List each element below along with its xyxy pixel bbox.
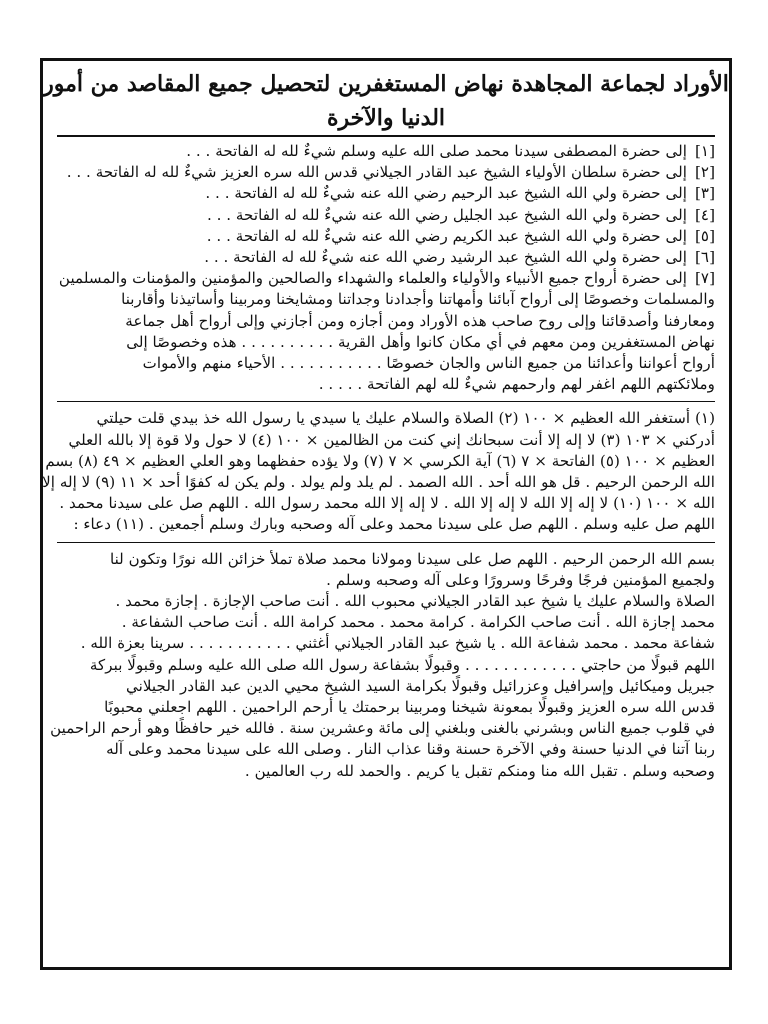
dua-line: ربنا آتنا في الدنيا حسنة وفي الآخرة حسنة وقنا عذاب النار . وصلى الله على سيدنا محمد وعلى آله (106, 740, 715, 759)
fatiha-continuation-line: ومعارفنا وأصدقائنا وإلى روح صاحب هذه الأوراد ومن أجازه ومن أجازني وإلى أرواح أهل جماعة (125, 311, 715, 330)
fatiha-continuation-line: نهاض المستغفرين ومن معهم في أي مكان كانوا وأهل القرية . . . . . . . . . . هذه وخصوصًا إلى (126, 332, 715, 351)
dhikr-line: العظيم × ١٠٠ (٥) الفاتحة × ٧ (٦) آية الكرسي × ٧ (٧) ولا يؤده حفظهما وهو العلي العظيم × ٤٩ (٨) بسم (45, 451, 715, 470)
dhikr-line: أدركني × ١٠٣ (٣) لا إله إلا أنت سبحانك إني كنت من الظالمين × ١٠٠ (٤) لا حول ولا قوة إلا بالله العلي (68, 430, 715, 449)
fatiha-item (57, 247, 715, 268)
dua-line: في قلوب جميع الناس وبشرني بالغنى وبلغني إلى مائة وعشرين سنة . فالله خير حافظًا وهو أرحم الراحمين (50, 719, 715, 738)
fatiha-item (57, 141, 715, 162)
fatiha-item (57, 205, 715, 226)
item-text: إلى حضرة المصطفى سيدنا محمد صلى الله عليه وسلم شيءٌ لله له الفاتحة . . . (186, 142, 687, 160)
item-text: إلى حضرة سلطان الأولياء الشيخ عبد القادر الجيلاني قدس الله سره العزيز شيءٌ لله له الفاتحة . . . (66, 163, 687, 182)
dua-list (50, 549, 715, 782)
fatiha-continuation-line: والمسلمات وخصوصًا إلى أرواح آبائنا وأمهاتنا وأجدادنا وجداتنا ومشايخنا ومربينا وأساتيذنا وأقاربنا (121, 290, 715, 309)
dua-line: جبريل وميكائيل وإسرافيل وعزرائيل وقبولًا بكرامة السيد الشيخ محيي الدين عبد القادر الجيلاني (125, 676, 715, 695)
item-text: إلى حضرة ولي الله الشيخ عبد الرشيد رضي الله عنه شيءٌ لله له الفاتحة . . . (204, 248, 687, 267)
item-number: [٧] (694, 269, 715, 288)
dua-line: اللهم قبولًا من حاجتي . . . . . . . . . . . . وقبولًا بشفاعة رسول الله صلى الله عليه وسلم وقبولًا ببركة (89, 655, 715, 674)
item-number: [٥] (694, 226, 715, 245)
dhikr-list (42, 408, 715, 535)
dua-line: محمد إجازة الله . أنت صاحب الكرامة . كرامة محمد . محمد كرامة الله . أنت صاحب الشفاعة . (121, 613, 715, 632)
item-number: [٤] (694, 205, 715, 224)
section-divider (57, 542, 715, 543)
dhikr-line: (١) أستغفر الله العظيم × ١٠٠ (٢) الصلاة والسلام عليك يا سيدي يا رسول الله خذ بيدي قلت حيلتي (96, 409, 715, 428)
section-divider (57, 401, 715, 402)
dhikr-line: اللهم صل عليه وسلم . اللهم صل على سيدنا محمد وعلى آله وصحبه وبارك وسلم أجمعين . (١١) دعاء : (73, 515, 715, 534)
fatiha-section (43, 137, 729, 402)
dhikr-line: الله الرحمن الرحيم . قل هو الله أحد . الله الصمد . لم يلد ولم يولد . ولم يكن له كفوًا أحد × ١١ (٩) لا إله إلا (42, 473, 715, 492)
dua-line: وصحبه وسلم . تقبل الله منا ومنكم تقبل يا كريم . والحمد لله رب العالمين . (244, 761, 715, 780)
item-number: [٢] (694, 163, 715, 182)
dua-line: الصلاة والسلام عليك يا شيخ عبد القادر الجيلاني محبوب الله . أنت صاحب الإجازة . إجازة محمد . (115, 592, 715, 611)
dua-section (43, 545, 729, 782)
item-number: [١] (694, 142, 715, 160)
fatiha-item (57, 268, 715, 289)
fatiha-list (57, 141, 715, 289)
dua-line: قدس الله سره العزيز وقبولًا بمعونة شيخنا ومربينا برحمتك يا أرحم الراحمين . اللهم اجعلني محبوبًا (104, 698, 715, 717)
dua-line: شفاعة محمد . محمد شفاعة الله . يا شيخ عبد القادر الجيلاني أغثني . . . . . . . . . . . سرينا بعزة الله . (80, 634, 715, 653)
dua-line: ولجميع المؤمنين فرجًا وفرحًا وسرورًا وعلى آله وصحبه وسلم . (326, 570, 715, 589)
item-text: إلى حضرة ولي الله الشيخ عبد الجليل رضي الله عنه شيءٌ لله له الفاتحة . . . (206, 205, 687, 224)
fatiha-item (57, 226, 715, 247)
page-title: الأوراد لجماعة المجاهدة نهاض المستغفرين لتحصيل جميع المقاصد من أمور الدنيا والآخرة (43, 71, 729, 131)
item-number: [٣] (694, 184, 715, 203)
fatiha-continuation (57, 289, 715, 395)
fatiha-continuation-line: أرواح أعواننا وأعدائنا من جميع الناس والجان خصوصًا . . . . . . . . . . . الأحياء منهم والأموات (142, 354, 715, 373)
item-number: [٦] (694, 248, 715, 267)
item-text: إلى حضرة ولي الله الشيخ عبد الرحيم رضي الله عنه شيءٌ لله له الفاتحة . . . (205, 184, 687, 203)
dhikr-line: الله × ١٠٠ (١٠) لا إله إلا الله لا إله إلا الله . لا إله إلا الله محمد رسول الله . اللهم صل على سيدنا محمد . (59, 494, 715, 513)
item-text: إلى حضرة أرواح جميع الأنبياء والأولياء والعلماء والشهداء والصالحين والمؤمنين والمؤمنات والمسلمين (58, 269, 687, 288)
item-text: إلى حضرة ولي الله الشيخ عبد الكريم رضي الله عنه شيءٌ لله له الفاتحة . . . (206, 226, 687, 245)
dhikr-section (43, 404, 729, 542)
page-frame (40, 58, 732, 970)
fatiha-continuation-line: وملائكتهم اللهم اغفر لهم وارحمهم شيءٌ لله لهم الفاتحة . . . . . (318, 375, 715, 394)
fatiha-item (57, 183, 715, 204)
dua-line: بسم الله الرحمن الرحيم . اللهم صل على سيدنا ومولانا محمد صلاة تملأ خزائن الله نورًا وتكون لنا (109, 549, 715, 568)
fatiha-item (57, 162, 715, 183)
